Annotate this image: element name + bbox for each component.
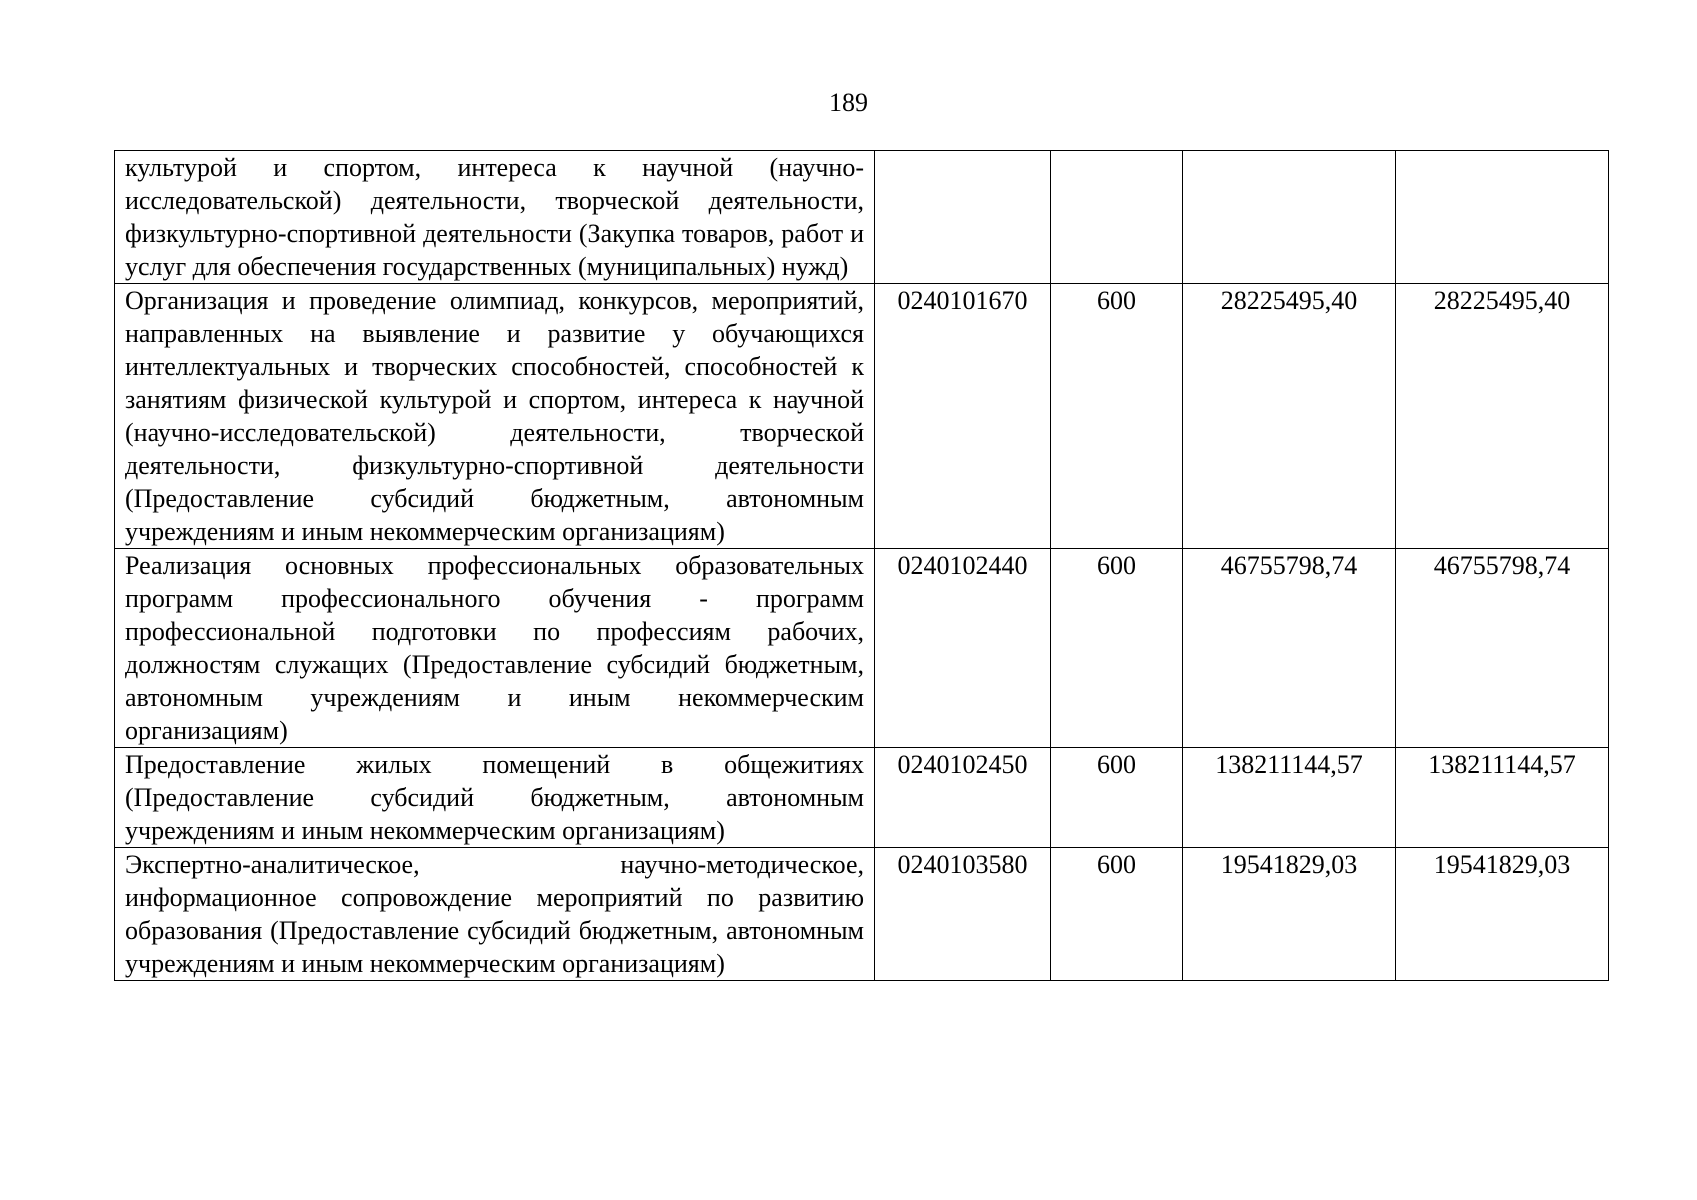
row-type [1051,151,1183,284]
table-row [115,151,1609,284]
row-description: Реализация основных профессиональных образовательных программ профессионального обучения - программ профессиональной подготовки по профессиям рабочих, должностям служащих (Предоставление субсидий бюджетным, автономным учреждениям и иным некоммерческим организациям) [115,549,875,748]
row-description: Предоставление жилых помещений в общежитиях (Предоставление субсидий бюджетным, автономным учреждениям и иным некоммерческим организациям) [115,748,875,848]
row-amount-2: 28225495,40 [1396,284,1609,549]
table-row [115,549,1609,748]
page-number: 189 [829,88,868,117]
row-amount-2: 19541829,03 [1396,848,1609,981]
row-type: 600 [1051,549,1183,748]
row-amount-1: 28225495,40 [1183,284,1396,549]
row-amount-1 [1183,151,1396,284]
row-code: 0240102440 [875,549,1051,748]
row-amount-2: 138211144,57 [1396,748,1609,848]
row-description: Экспертно-аналитическое, научно-методическое, информационное сопровождение мероприятий по развитию образования (Предоставление субсидий бюджетным, автономным учреждениям и иным некоммерческим организациям) [115,848,875,981]
row-description: культурой и спортом, интереса к научной (научно-исследовательской) деятельности, творческой деятельности, физкультурно-спортивной деятельности (Закупка товаров, работ и услуг для обеспечения государственных (муниципальных) нужд) [115,151,875,284]
row-code: 0240103580 [875,848,1051,981]
table-row [115,848,1609,981]
row-amount-2 [1396,151,1609,284]
budget-table [114,150,1609,981]
row-type: 600 [1051,848,1183,981]
row-type: 600 [1051,284,1183,549]
row-code: 0240102450 [875,748,1051,848]
row-amount-1: 46755798,74 [1183,549,1396,748]
table-row [115,284,1609,549]
row-description: Организация и проведение олимпиад, конкурсов, мероприятий, направленных на выявление и развитие у обучающихся интеллектуальных и творческих способностей, способностей к занятиям физической культурой и спортом, интереса к научной (научно-исследовательской) деятельности, творческой деятельности, физкультурно-спортивной деятельности (Предоставление субсидий бюджетным, автономным учреждениям и иным некоммерческим организациям) [115,284,875,549]
row-amount-1: 138211144,57 [1183,748,1396,848]
row-type: 600 [1051,748,1183,848]
row-code: 0240101670 [875,284,1051,549]
table-row [115,748,1609,848]
row-amount-2: 46755798,74 [1396,549,1609,748]
row-code [875,151,1051,284]
row-amount-1: 19541829,03 [1183,848,1396,981]
